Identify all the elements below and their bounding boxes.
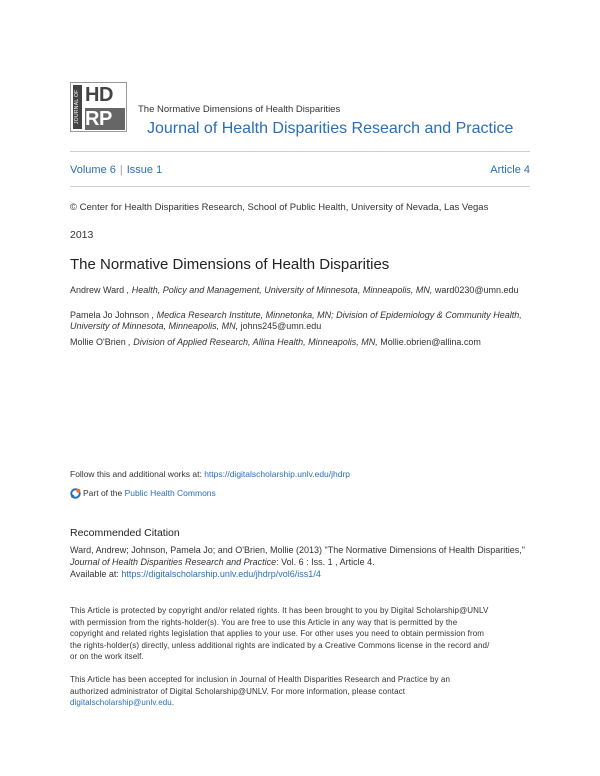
contact-end: .: [171, 698, 175, 707]
follow-line: [70, 469, 350, 479]
volume-issue: [70, 164, 162, 176]
rights-line: with permission from the rights-holder(s). You are free to use this Article in any way that is permitted by the: [70, 617, 458, 627]
part-of-text: Part of the: [83, 488, 125, 498]
logo-side-text: JOURNAL OF: [73, 85, 82, 129]
acceptance-statement: [70, 674, 530, 709]
part-of-line: [70, 488, 216, 499]
article-title: The Normative Dimensions of Health Disparities: [70, 256, 390, 273]
author-affiliation: , Medica Research Institute, Minnetonka, MN; Division of Epidemiology & Community Health, University of Minnesota, Minneapolis, MN,: [70, 310, 522, 331]
rights-line: the rights-holder(s) directly, unless additional rights are indicated by a Creative Commons license in the record and/: [70, 640, 490, 650]
meta-separator: |: [119, 164, 123, 176]
divider-bottom: [70, 186, 530, 187]
rights-line: copyright and related rights legislation that applies to your use. For other uses you need to obtain permission from: [70, 629, 485, 638]
author-affiliation: , Health, Policy and Management, University of Minnesota, Minneapolis, MN,: [126, 285, 433, 295]
author-affiliation: , Division of Applied Research, Allina Health, Minneapolis, MN,: [128, 337, 378, 347]
follow-url-link[interactable]: https://digitalscholarship.unlv.edu/jhdrp: [204, 469, 351, 479]
divider-top: [70, 151, 530, 152]
citation-url-link[interactable]: https://digitalscholarship.unlv.edu/jhdrp/vol6/iss1/4: [121, 569, 321, 579]
logo-hd: HD: [85, 84, 113, 106]
acceptance-line: authorized administrator of Digital Scholarship@UNLV. For more information, please contact: [70, 686, 406, 696]
follow-text: Follow this and additional works at:: [70, 469, 205, 479]
public-health-commons-link[interactable]: Public Health Commons: [124, 488, 216, 498]
journal-logo: [70, 82, 127, 132]
recommended-citation: [70, 544, 530, 580]
copyright-notice: © Center for Health Disparities Research, School of Public Health, University of Nevada, Las Vegas: [70, 202, 489, 213]
journal-title-link[interactable]: Journal of Health Disparities Research and Practice: [147, 120, 514, 137]
logo-rp: RP: [85, 108, 125, 130]
rights-statement: [70, 605, 530, 663]
author-name: Andrew Ward: [70, 285, 125, 295]
available-label: Available at:: [70, 569, 122, 579]
author-email: ward0230@umn.edu: [434, 285, 519, 295]
author-name: Mollie O'Brien: [70, 337, 126, 347]
contact-email-link[interactable]: digitalscholarship@unlv.edu: [70, 698, 172, 707]
citation-volume: : Vol. 6 : Iss. 1 , Article 4.: [276, 557, 375, 567]
header-article-title: The Normative Dimensions of Health Disparities: [138, 104, 341, 115]
author-email: Mollie.obrien@allina.com: [380, 337, 481, 347]
rights-line: or on the work itself.: [70, 652, 144, 661]
author-name: Pamela Jo Johnson: [70, 310, 150, 320]
volume-link[interactable]: Volume 6: [70, 164, 116, 176]
author-entry: [70, 285, 540, 296]
recommended-citation-heading: Recommended Citation: [70, 527, 180, 539]
issue-link[interactable]: Issue 1: [126, 164, 163, 176]
author-entry: [70, 337, 540, 348]
citation-journal: Journal of Health Disparities Research and Practice: [70, 557, 277, 567]
commons-network-icon: [70, 488, 81, 499]
rights-line: This Article is protected by copyright and/or related rights. It has been brought to you by Digital Scholarship@UNLV: [70, 606, 489, 615]
author-entry: [70, 310, 540, 331]
article-number-link[interactable]: Article 4: [490, 164, 530, 176]
author-email: johns245@umn.edu: [240, 320, 322, 331]
citation-text: Ward, Andrew; Johnson, Pamela Jo; and O'Brien, Mollie (2013) "The Normative Dimensions of Health Disparities,": [70, 545, 525, 555]
publication-year: 2013: [70, 229, 94, 241]
acceptance-line: This Article has been accepted for inclusion in Journal of Health Disparities Research and Practice by an: [70, 675, 451, 684]
